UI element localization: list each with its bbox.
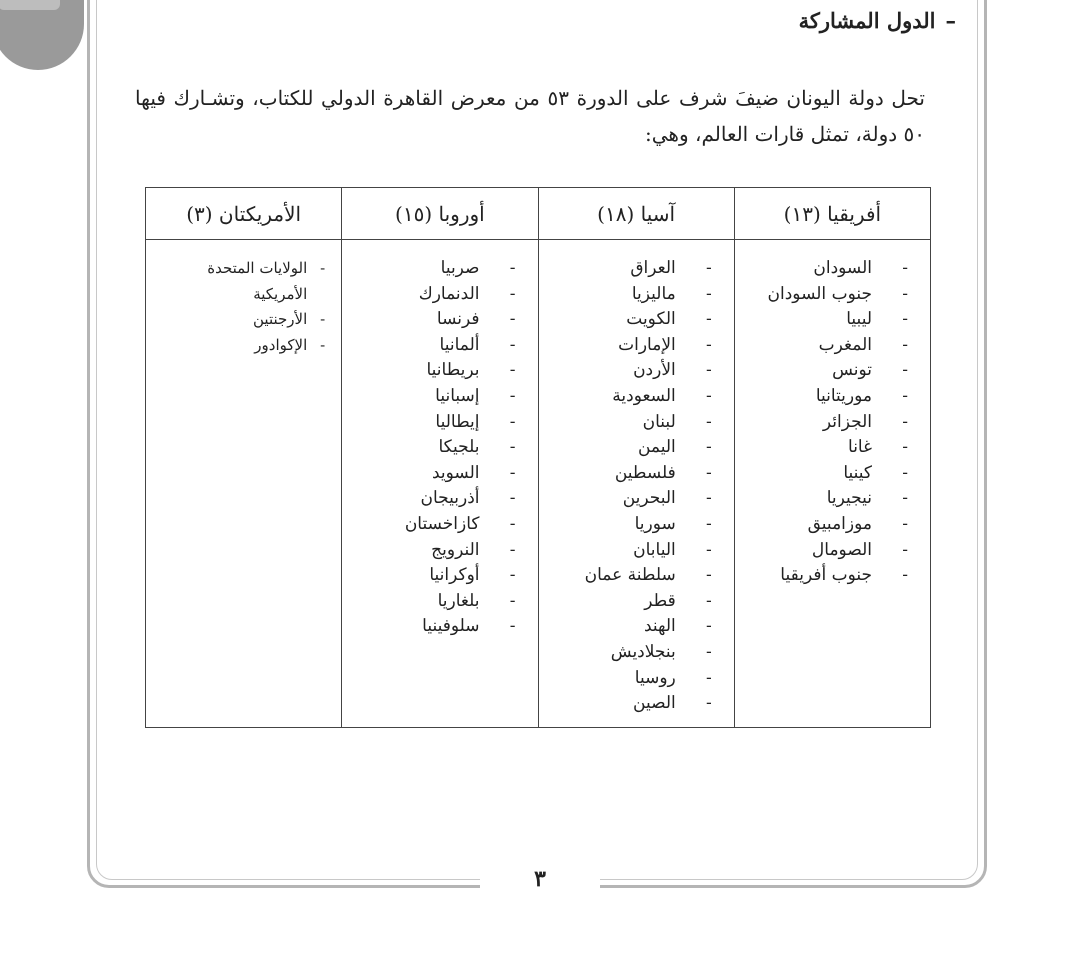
country-name: السودان — [813, 258, 872, 278]
country-name: الولايات المتحدة — [207, 259, 308, 277]
country-name: الأردن — [633, 360, 676, 381]
asia-list — [539, 256, 734, 717]
country-item — [342, 538, 515, 564]
list-dash: - — [509, 539, 516, 560]
country-name: جنوب السودان — [767, 283, 872, 304]
list-dash: - — [706, 667, 712, 688]
country-item — [539, 358, 712, 384]
country-name: كازاخستان — [404, 513, 480, 534]
country-name: بنجلاديش — [610, 641, 676, 662]
list-dash: - — [509, 258, 516, 278]
country-item — [735, 333, 908, 359]
country-name: الأمريكية — [253, 284, 308, 303]
country-item — [342, 461, 515, 487]
heading-title: الدول المشاركة — [798, 8, 936, 33]
country-name: صربيا — [440, 258, 480, 278]
list-dash: - — [902, 513, 908, 534]
country-name: سوريا — [634, 513, 676, 534]
country-name: إسبانيا — [435, 385, 480, 406]
country-name: اليابان — [633, 539, 676, 560]
country-name: السويد — [431, 462, 480, 483]
list-dash: - — [509, 385, 516, 406]
country-item — [342, 384, 515, 410]
column-africa — [734, 240, 930, 728]
country-item — [539, 691, 712, 717]
list-dash: - — [902, 360, 908, 381]
country-item — [735, 563, 908, 589]
list-dash: - — [706, 411, 712, 432]
country-item — [342, 307, 515, 333]
list-dash: - — [509, 513, 516, 534]
country-name: موزامبيق — [807, 513, 872, 534]
country-item — [539, 410, 712, 436]
country-name: ألمانيا — [439, 334, 480, 355]
country-item — [735, 486, 908, 512]
table-body-row — [146, 240, 931, 728]
country-item — [539, 589, 712, 615]
column-asia — [538, 240, 734, 728]
list-dash: - — [509, 360, 516, 381]
page-number: ٣ — [534, 866, 546, 892]
table-header-row — [146, 188, 931, 240]
list-dash: - — [902, 437, 908, 458]
list-dash: - — [902, 283, 908, 304]
country-name: اليمن — [637, 437, 676, 458]
country-name: الصومال — [811, 539, 872, 560]
list-dash: - — [706, 616, 712, 637]
country-item — [735, 512, 908, 538]
list-dash: - — [706, 462, 712, 483]
column-europe — [342, 240, 538, 728]
list-dash: - — [320, 335, 326, 354]
list-dash: - — [509, 283, 516, 304]
list-dash: - — [706, 539, 712, 560]
country-item — [146, 256, 325, 282]
country-item — [539, 435, 712, 461]
country-item — [735, 435, 908, 461]
country-item — [539, 486, 712, 512]
list-dash: - — [706, 437, 712, 458]
country-item — [539, 512, 712, 538]
country-name: موريتانيا — [815, 385, 872, 406]
list-dash: - — [320, 259, 326, 277]
country-name: الإكوادور — [254, 335, 308, 354]
list-dash: - — [706, 385, 712, 406]
country-name: غانا — [848, 437, 872, 458]
country-item — [735, 461, 908, 487]
country-name: قطر — [644, 590, 676, 611]
country-item — [539, 461, 712, 487]
list-dash: - — [902, 334, 908, 355]
country-item — [539, 538, 712, 564]
list-dash: - — [509, 309, 516, 330]
country-name: جنوب أفريقيا — [780, 565, 872, 586]
list-dash: - — [902, 309, 908, 330]
country-name: سلطنة عمان — [584, 565, 676, 586]
africa-list — [735, 256, 930, 589]
country-name: أوكرانيا — [429, 565, 480, 586]
country-item — [342, 410, 515, 436]
list-dash: - — [902, 258, 908, 278]
country-item — [735, 384, 908, 410]
country-item — [539, 666, 712, 692]
list-dash: - — [320, 310, 326, 329]
list-dash: - — [902, 539, 908, 560]
country-item — [539, 614, 712, 640]
list-dash: - — [509, 565, 516, 586]
country-name: أذربيجان — [420, 488, 480, 509]
americas-list — [146, 256, 341, 358]
country-name: الدنمارك — [418, 283, 480, 304]
list-dash: - — [706, 283, 712, 304]
country-name: سلوفينيا — [422, 616, 480, 637]
country-item — [342, 589, 515, 615]
list-dash: - — [706, 693, 712, 714]
country-name: السعودية — [612, 385, 676, 406]
country-item — [342, 435, 515, 461]
country-item — [342, 256, 515, 282]
country-name: الهند — [643, 616, 676, 637]
country-item — [342, 512, 515, 538]
country-item — [342, 614, 515, 640]
country-item — [342, 333, 515, 359]
list-dash: - — [902, 385, 908, 406]
list-dash: - — [902, 462, 908, 483]
country-name: الكويت — [626, 309, 676, 330]
list-dash: - — [706, 258, 712, 278]
list-dash: - — [706, 334, 712, 355]
country-item — [539, 282, 712, 308]
list-dash: - — [902, 565, 908, 586]
country-name: روسيا — [634, 667, 676, 688]
heading-dash: – — [945, 8, 956, 33]
country-name: إيطاليا — [435, 411, 480, 432]
list-dash: - — [509, 334, 516, 355]
countries-table — [145, 187, 931, 728]
country-item — [735, 282, 908, 308]
column-header-asia: آسيا (١٨) — [538, 188, 734, 240]
country-name: الصين — [633, 693, 676, 714]
country-item — [539, 307, 712, 333]
country-name: بلغاريا — [437, 590, 480, 611]
country-name: الجزائر — [822, 411, 872, 432]
list-dash: - — [706, 309, 712, 330]
country-name: تونس — [832, 360, 872, 381]
country-item — [735, 256, 908, 282]
list-dash: - — [706, 565, 712, 586]
country-item — [342, 486, 515, 512]
europe-list — [342, 256, 537, 640]
country-name: بلجيكا — [438, 437, 480, 458]
country-item — [539, 333, 712, 359]
list-dash: - — [509, 462, 516, 483]
list-dash: - — [902, 488, 908, 509]
section-heading — [799, 8, 956, 33]
country-name: لبنان — [642, 411, 676, 432]
list-dash: - — [509, 616, 516, 637]
country-item — [539, 563, 712, 589]
column-header-africa: أفريقيا (١٣) — [734, 188, 930, 240]
country-item — [342, 358, 515, 384]
country-name: النرويج — [431, 539, 480, 560]
column-header-americas: الأمريكتان (٣) — [146, 188, 342, 240]
country-item — [735, 358, 908, 384]
country-name: كينيا — [843, 462, 872, 483]
country-item — [146, 307, 325, 333]
list-dash: - — [706, 513, 712, 534]
country-name: البحرين — [622, 488, 676, 509]
country-name: فرنسا — [436, 309, 480, 330]
country-item — [342, 563, 515, 589]
country-item — [735, 410, 908, 436]
list-dash: - — [509, 437, 516, 458]
country-name: الأرجنتين — [253, 310, 308, 329]
country-name: بريطانيا — [426, 360, 480, 381]
list-dash: - — [902, 411, 908, 432]
country-item — [735, 538, 908, 564]
column-americas — [146, 240, 342, 728]
list-dash: - — [509, 411, 516, 432]
country-item — [735, 307, 908, 333]
list-dash: - — [706, 488, 712, 509]
country-item — [539, 384, 712, 410]
list-dash: - — [706, 360, 712, 381]
country-item — [342, 282, 515, 308]
country-item — [539, 640, 712, 666]
list-dash: - — [706, 590, 712, 611]
country-item — [146, 282, 325, 308]
country-name: ليبيا — [846, 309, 872, 330]
intro-paragraph: تحل دولة اليونان ضيفَ شرف على الدورة ٥٣ من معرض القاهرة الدولي للكتاب، وتشـارك فيها ٥٠ دولة، تمثل قارات العالم، وهي: — [135, 86, 926, 146]
corner-tab — [0, 0, 84, 70]
country-name: نيجيريا — [826, 488, 872, 509]
country-name: ماليزيا — [631, 283, 676, 304]
list-dash: - — [706, 641, 712, 662]
country-name: العراق — [630, 258, 676, 278]
list-dash: - — [509, 488, 516, 509]
country-name: الإمارات — [618, 334, 676, 355]
country-name: المغرب — [818, 334, 872, 355]
country-item — [146, 333, 325, 359]
country-name: فلسطين — [614, 462, 676, 483]
country-item — [539, 256, 712, 282]
list-dash: - — [509, 590, 516, 611]
column-header-europe: أوروبا (١٥) — [342, 188, 538, 240]
